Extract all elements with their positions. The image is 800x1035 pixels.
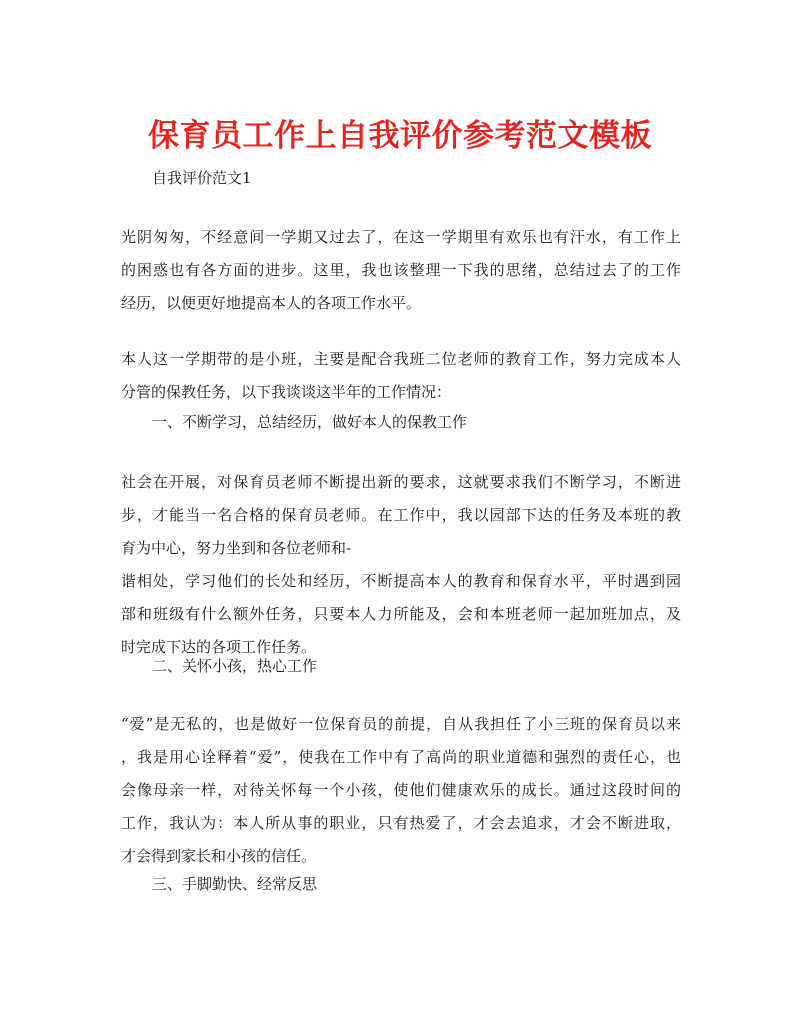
- paragraph-intro: [121, 221, 681, 320]
- paragraph-line: 时完成下达的各项工作任务。: [121, 638, 317, 656]
- document-title: 保育员工作上自我评价参考范文模板: [148, 118, 652, 154]
- paragraph-line: ，我是用心诠释着“爱”，使我在工作中有了高尚的职业道德和强烈的责任心，也: [121, 748, 681, 766]
- paragraph-line: 分管的保教任务，以下我谈谈这半年的工作情况：: [121, 383, 452, 401]
- paragraph-line: 步，才能当一名合格的保育员老师。在工作中，我以园部下达的任务及本班的教: [121, 506, 681, 524]
- paragraph-line: 本人这一学期带的是小班，主要是配合我班二位老师的教育工作，努力完成本人: [121, 350, 681, 368]
- paragraph-line: 部和班级有什么额外任务，只要本人力所能及，会和本班老师一起加班加点，及: [121, 605, 681, 623]
- paragraph-love: [121, 708, 681, 873]
- paragraph-line: 会像母亲一样，对待关怀每一个小孩，使他们健康欢乐的成长。通过这段时间的: [121, 781, 681, 799]
- section-heading-2: 二、关怀小孩，热心工作: [152, 657, 318, 675]
- paragraph-line: 光阴匆匆，不经意间一学期又过去了，在这一学期里有欢乐也有汗水，有工作上: [121, 228, 681, 246]
- paragraph-line: 工作，我认为：本人所从事的职业，只有热爱了，才会去追求，才会不断进取，: [121, 814, 681, 832]
- section-heading-1: 一、不断学习，总结经历，做好本人的保教工作: [152, 413, 468, 431]
- paragraph-line: 的困惑也有各方面的进步。这里，我也该整理一下我的思绪，总结过去了的工作: [121, 261, 681, 279]
- paragraph-line: “爱”是无私的，也是做好一位保育员的前提，自从我担任了小三班的保育员以来: [121, 715, 681, 733]
- paragraph-line: 才会得到家长和小孩的信任。: [121, 847, 317, 865]
- paragraph-class-overview: [121, 343, 681, 409]
- document-subtitle: 自我评价范文1: [152, 169, 252, 187]
- paragraph-line: 育为中心，努力坐到和各位老师和-: [121, 539, 352, 557]
- section-heading-3: 三、手脚勤快、经常反思: [152, 875, 318, 893]
- paragraph-line: 谐相处，学习他们的长处和经历，不断提高本人的教育和保育水平，平时遇到园: [121, 572, 681, 590]
- paragraph-learning: [121, 466, 681, 664]
- paragraph-line: 经历，以便更好地提高本人的各项工作水平。: [121, 294, 422, 312]
- paragraph-line: 社会在开展，对保育员老师不断提出新的要求，这就要求我们不断学习，不断进: [121, 473, 681, 491]
